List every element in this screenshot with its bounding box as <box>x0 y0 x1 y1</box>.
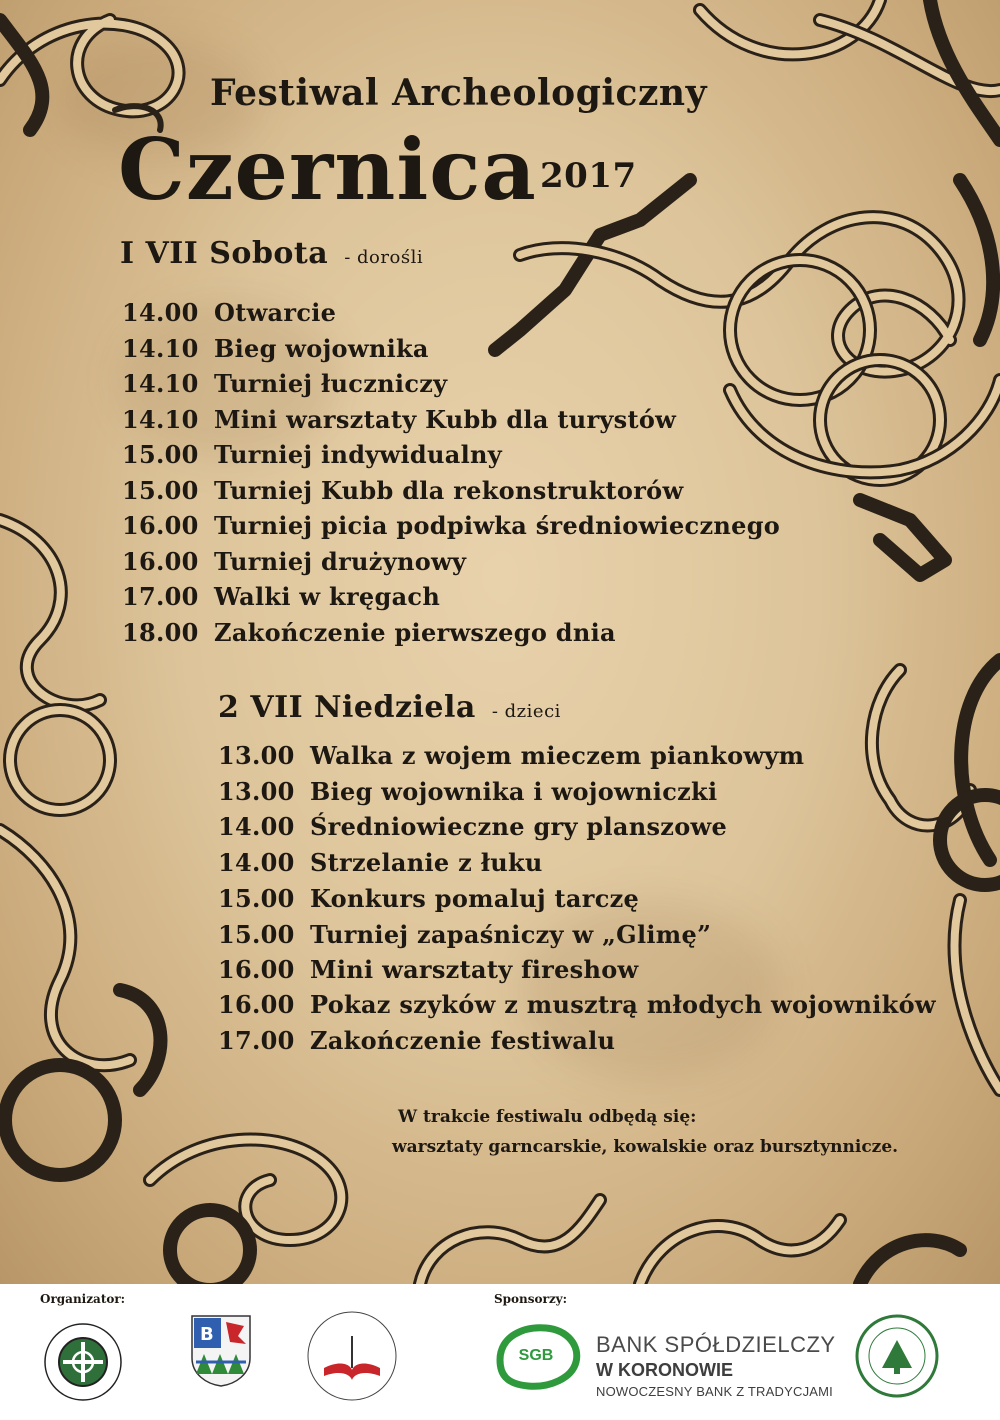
event-name: Bieg wojownika <box>214 334 429 363</box>
day1-heading <box>120 236 423 271</box>
event-name: Bieg wojownika i wojowniczki <box>310 777 718 806</box>
event-time: 16.00 <box>218 990 295 1019</box>
event-time: 14.00 <box>218 812 295 841</box>
event-name: Zakończenie festiwalu <box>310 1026 616 1055</box>
schedule-row <box>218 741 804 770</box>
event-time: 15.00 <box>122 476 199 505</box>
event-time: 15.00 <box>218 884 295 913</box>
centrum-kultury-logo <box>300 1306 404 1406</box>
event-name: Konkurs pomaluj tarczę <box>310 884 640 913</box>
schedule-row <box>218 848 543 877</box>
schedule-row <box>122 476 683 505</box>
bank-city: W KORONOWIE <box>596 1360 733 1380</box>
sponsors-label: Sponsorzy: <box>494 1292 568 1306</box>
schedule-row <box>122 511 780 540</box>
event-name: Mini warsztaty Kubb dla turystów <box>214 405 677 434</box>
day2-title: 2 VII Niedziela <box>218 690 476 725</box>
schedule-row <box>218 884 639 913</box>
organizer-label: Organizator: <box>40 1292 126 1306</box>
event-time: 13.00 <box>218 741 295 770</box>
event-time: 16.00 <box>122 511 199 540</box>
sgb-label: SGB <box>518 1347 554 1364</box>
celtic-cross-icon <box>28 1308 138 1416</box>
schedule-row <box>122 405 676 434</box>
event-time: 14.10 <box>122 369 199 398</box>
book-icon <box>300 1306 404 1406</box>
additional-workshops-note <box>392 1102 898 1162</box>
festival-title: Czernica <box>118 120 537 219</box>
event-name: Średniowieczne gry planszowe <box>310 812 728 841</box>
schedule-row <box>122 298 336 327</box>
event-name: Turniej indywidualny <box>214 440 502 469</box>
event-name: Mini warsztaty fireshow <box>310 955 639 984</box>
svg-text:B: B <box>200 1324 214 1345</box>
event-time: 15.00 <box>218 920 295 949</box>
day2-audience: - dzieci <box>491 701 561 722</box>
event-name: Walka z wojem mieczem piankowym <box>310 741 805 770</box>
bank-name: BANK SPÓŁDZIELCZY <box>596 1332 836 1357</box>
note-line-2: warsztaty garncarskie, kowalskie oraz bursztynnicze. <box>392 1137 899 1157</box>
schedule-row <box>122 334 429 363</box>
event-name: Strzelanie z łuku <box>310 848 543 877</box>
schedule-row <box>122 369 447 398</box>
event-time: 17.00 <box>122 582 199 611</box>
schedule-row <box>122 582 440 611</box>
event-name: Turniej Kubb dla rekonstruktorów <box>214 476 684 505</box>
event-time: 14.10 <box>122 405 199 434</box>
note-line-1: W trakcie festiwalu odbędą się: <box>398 1107 697 1127</box>
day1-title: I VII Sobota <box>120 236 329 271</box>
event-time: 14.00 <box>218 848 295 877</box>
schedule-row <box>218 990 936 1019</box>
event-name: Turniej łuczniczy <box>214 369 448 398</box>
schedule-row <box>218 812 727 841</box>
schedule-row <box>122 440 502 469</box>
day1-audience: - dorośli <box>344 247 424 268</box>
knot-top-right <box>700 0 1000 140</box>
festival-subtitle: Festiwal Archeologiczny <box>210 72 707 114</box>
event-name: Turniej drużynowy <box>214 547 467 576</box>
event-time: 16.00 <box>218 955 295 984</box>
coat-of-arms-icon <box>190 1314 252 1388</box>
event-name: Zakończenie pierwszego dnia <box>214 618 616 647</box>
schedule-row <box>122 618 616 647</box>
event-name: Walki w kręgach <box>214 582 441 611</box>
schedule-row <box>218 920 711 949</box>
bank-slogan: NOWOCZESNY BANK Z TRADYCJAMI <box>596 1384 833 1399</box>
schedule-row <box>122 547 466 576</box>
event-time: 16.00 <box>122 547 199 576</box>
event-name: Otwarcie <box>214 298 337 327</box>
day2-heading <box>218 690 561 725</box>
event-name: Pokaz szyków z musztrą młodych wojowników <box>310 990 936 1019</box>
event-time: 14.10 <box>122 334 199 363</box>
sgb-bank-logo <box>488 1320 584 1394</box>
sponsor-footer <box>0 1284 1000 1420</box>
forest-tree-icon <box>852 1304 942 1408</box>
event-time: 14.00 <box>122 298 199 327</box>
coat-of-arms-logo <box>190 1314 252 1388</box>
event-time: 17.00 <box>218 1026 295 1055</box>
schedule-row <box>218 1026 615 1055</box>
event-time: 18.00 <box>122 618 199 647</box>
lasy-panstwowe-logo <box>852 1304 942 1408</box>
event-name: Turniej zapaśniczy w „Glimę” <box>310 920 712 949</box>
schedule-row <box>218 777 717 806</box>
schedule-row <box>218 955 639 984</box>
event-time: 15.00 <box>122 440 199 469</box>
knot-right-lower <box>872 660 1000 1090</box>
event-name: Turniej picia podpiwka średniowiecznego <box>214 511 781 540</box>
druzyna-galicar-logo <box>28 1308 138 1416</box>
festival-year: 2017 <box>540 156 637 196</box>
event-time: 13.00 <box>218 777 295 806</box>
